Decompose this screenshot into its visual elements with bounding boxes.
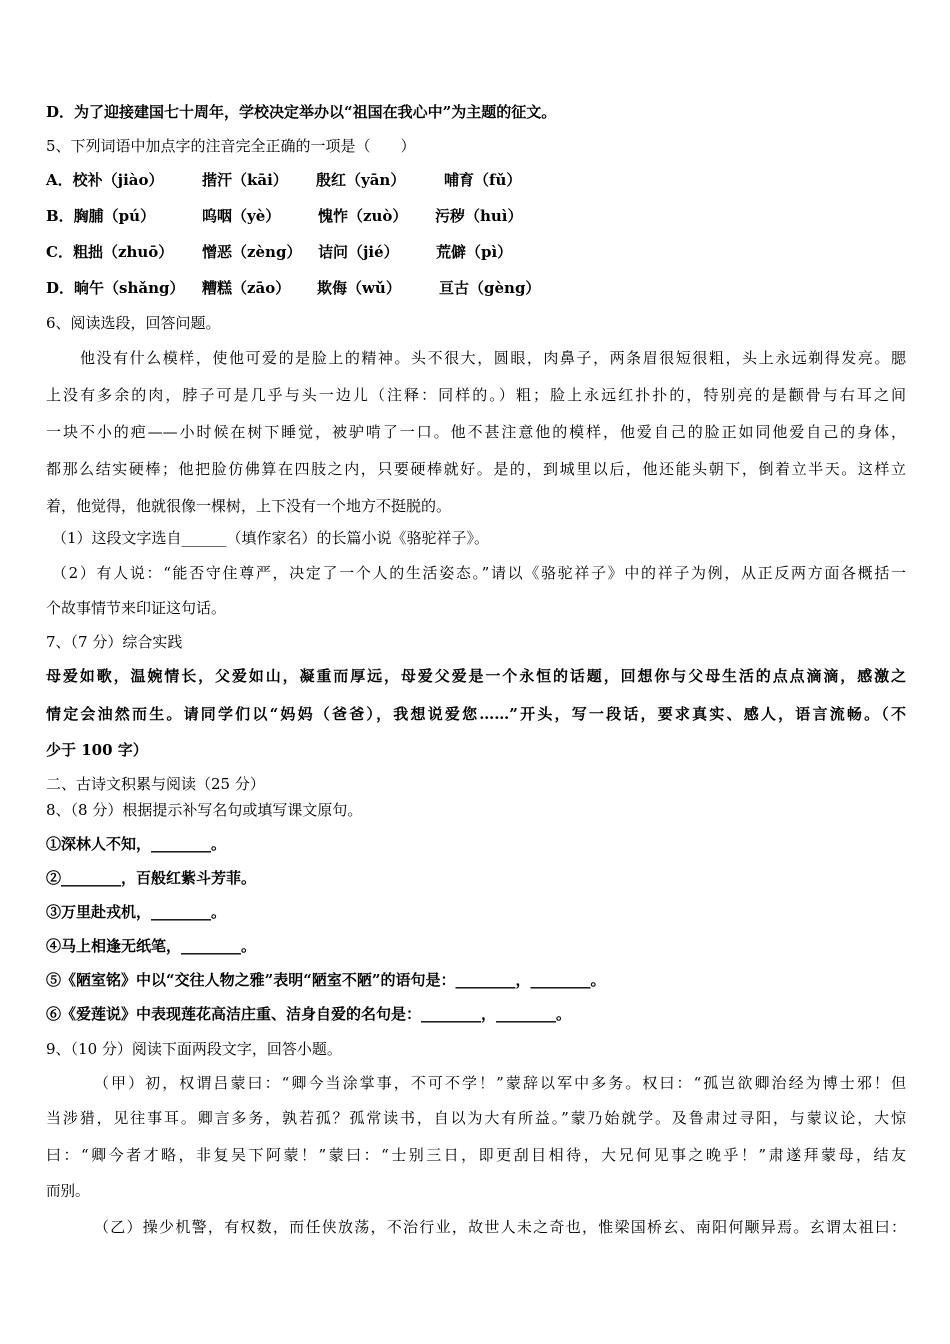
passage-line-2: 上没有多余的肉，脖子可是几乎与头一边儿（注释：同样的。）粗；脸上永远红扑扑的，特别亮的是颧骨与右耳之间 <box>46 386 906 404</box>
q6-sub-2-line-1: （2）有人说：“能否守住尊严，决定了一个人的生活姿态。”请以《骆驼祥子》中的祥子为例，从正反两方面各概括一 <box>52 564 906 582</box>
question-6-stem: 6、阅读选段，回答问题。 <box>46 314 221 332</box>
question-7-stem: 7、（7 分）综合实践 <box>46 633 183 651</box>
q5-a-item-1: A．校补（jiào） <box>46 171 164 189</box>
passage-line-5: 着，他觉得，他就很像一棵树，上下没有一个地方不挺脱的。 <box>46 497 452 515</box>
q8-fill-5: ⑤《陋室铭》中以“交往人物之雅”表明“陋室不陋”的语句是：________，________。 <box>46 971 606 989</box>
jia-line-1: （甲）初，权谓吕蒙曰：“卿今当涂掌事，不可不学！”蒙辞以军中多务。权曰：“孤岂欲卿治经为博士邪！但 <box>94 1074 906 1092</box>
q5-c-item-3: 诘问（jié） <box>318 243 399 261</box>
q8-fill-3: ③万里赴戎机，________。 <box>46 903 227 921</box>
jia-line-4: 而别。 <box>46 1184 90 1200</box>
q8-fill-4: ④马上相逢无纸笔，________。 <box>46 937 257 955</box>
section-2-heading: 二、古诗文积累与阅读（25 分） <box>46 775 265 793</box>
q5-a-item-4: 哺育（fǔ） <box>444 171 522 189</box>
q5-a-item-2: 揩汗（kāi） <box>202 171 288 189</box>
q5-c-item-2: 憎恶（zèng） <box>202 243 302 261</box>
q5-a-item-3: 殷红（yān） <box>316 171 406 189</box>
q8-fill-1: ①深林人不知，________。 <box>46 835 227 853</box>
q8-fill-2: ②________，百般红紫斗芳菲。 <box>46 869 257 887</box>
q7-line-1: 母爱如歌，温婉情长，父爱如山，凝重而厚远，母爱父爱是一个永恒的话题，回想你与父母生活的点点滴滴，感激之 <box>46 667 906 685</box>
yi-line-1: （乙）操少机警，有权数，而任侠放荡，不治行业，故世人未之奇也，惟梁国桥玄、南阳何颙异焉。玄谓太祖曰： <box>94 1218 906 1236</box>
q5-b-item-3: 愧怍（zuò） <box>318 207 408 225</box>
q7-line-3: 少于 100 字） <box>46 741 148 759</box>
option-d-text: D．为了迎接建国七十周年，学校决定举办以“祖国在我心中”为主题的征文。 <box>46 103 557 121</box>
question-5-stem: 5、下列词语中加点字的注音完全正确的一项是（ ） <box>46 137 416 155</box>
q5-c-item-4: 荒僻（pì） <box>436 243 513 261</box>
passage-line-4: 都那么结实硬棒；他把脸仿佛算在四肢之内，只要硬棒就好。是的，到城里以后，他还能头朝下，倒着立半天。这样立 <box>46 460 906 478</box>
q5-d-item-2: 糟糕（zāo） <box>202 279 291 297</box>
question-9-stem: 9、（10 分）阅读下面两段文字，回答小题。 <box>46 1040 342 1058</box>
q7-line-2: 情定会油然而生。请同学们以“妈妈（爸爸），我想说爱您……”开头，写一段话，要求真实、感人，语言流畅。（不 <box>46 705 906 723</box>
q5-b-item-4: 污秽（huì） <box>435 207 523 225</box>
jia-line-2: 当涉猎，见往事耳。卿言多务，孰若孤？孤常读书，自以为大有所益。”蒙乃始就学。及鲁肃过寻阳，与蒙议论，大惊 <box>46 1109 906 1127</box>
question-8-stem: 8、（8 分）根据提示补写名句或填写课文原句。 <box>46 801 363 819</box>
q5-d-item-1: D．晌午（shǎng） <box>46 279 185 297</box>
q5-c-item-1: C．粗拙（zhuō） <box>46 243 174 261</box>
q5-d-item-4: 亘古（gèng） <box>439 279 541 297</box>
q6-sub-1: （1）这段文字选自______（填作家名）的长篇小说《骆驼祥子》。 <box>52 529 490 547</box>
q5-b-item-2: 呜咽（yè） <box>202 207 281 225</box>
q6-sub-2-line-2: 个故事情节来印证这句话。 <box>46 599 227 617</box>
jia-line-3: 曰：“卿今者才略，非复吴下阿蒙！”蒙曰：“士别三日，即更刮目相待，大兄何见事之晚乎！”肃遂拜蒙母，结友 <box>46 1146 906 1164</box>
q5-d-item-3: 欺侮（wǔ） <box>317 279 401 297</box>
q5-b-item-1: B．胸脯（pú） <box>46 207 156 225</box>
q8-fill-6: ⑥《爱莲说》中表现莲花高洁庄重、洁身自爱的名句是：________，________。 <box>46 1005 572 1023</box>
passage-line-1: 他没有什么模样，使他可爱的是脸上的精神。头不很大，圆眼，肉鼻子，两条眉很短很粗，头上永远剃得发亮。腮 <box>80 349 906 367</box>
passage-line-3: 一块不小的疤——小时候在树下睡觉，被驴啃了一口。他不甚注意他的模样，他爱自己的脸正如同他爱自己的身体， <box>46 423 906 441</box>
